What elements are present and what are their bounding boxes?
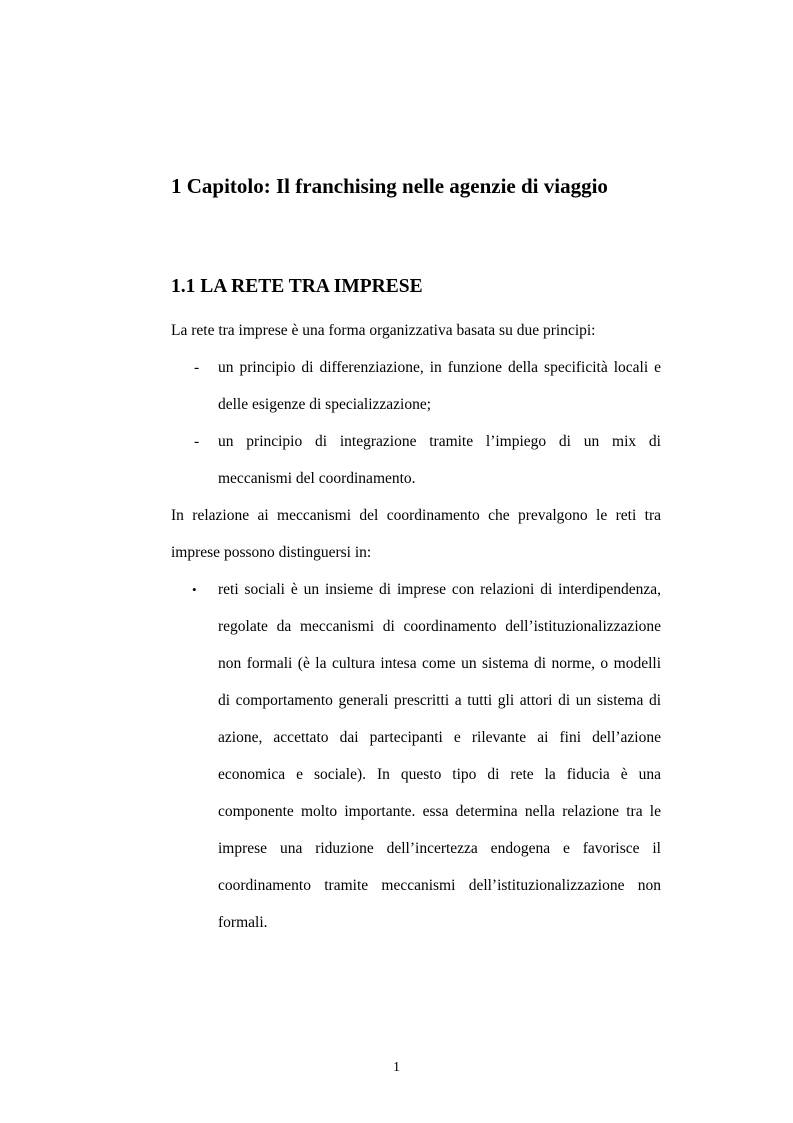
bullet-line: regolate da meccanismi di coordinamento dell’istituzionalizzazione bbox=[218, 618, 661, 635]
chapter-title: 1 Capitolo: Il franchising nelle agenzie di viaggio bbox=[171, 174, 608, 198]
principle-2-marker: - bbox=[194, 433, 200, 450]
principle-2-line-1: un principio di integrazione tramite l’impiego di un mix di bbox=[218, 433, 661, 450]
principle-2-line-2: meccanismi del coordinamento. bbox=[218, 470, 416, 487]
bullet-line: componente molto importante. essa determina nella relazione tra le bbox=[218, 803, 661, 820]
intro-paragraph: La rete tra imprese è una forma organizzativa basata su due principi: bbox=[171, 322, 596, 339]
bullet-marker: • bbox=[192, 582, 197, 597]
bullet-line: formali. bbox=[218, 914, 268, 931]
bullet-line: di comportamento generali prescritti a tutti gli attori di un sistema di bbox=[218, 692, 661, 709]
relation-paragraph-line-1: In relazione ai meccanismi del coordinamento che prevalgono le reti tra bbox=[171, 507, 661, 524]
principle-1-line-1: un principio di differenziazione, in funzione della specificità locali e bbox=[218, 359, 661, 376]
bullet-line: azione, accettato dai partecipanti e rilevante ai fini dell’azione bbox=[218, 729, 661, 746]
bullet-line: non formali (è la cultura intesa come un sistema di norme, o modelli bbox=[218, 655, 661, 672]
principle-1-marker: - bbox=[194, 359, 200, 376]
relation-paragraph-line-2: imprese possono distinguersi in: bbox=[171, 544, 372, 561]
bullet-line: reti sociali è un insieme di imprese con relazioni di interdipendenza, bbox=[218, 581, 661, 598]
bullet-line: coordinamento tramite meccanismi dell’istituzionalizzazione non bbox=[218, 877, 661, 894]
section-title: 1.1 LA RETE TRA IMPRESE bbox=[171, 276, 423, 297]
principle-1-line-2: delle esigenze di specializzazione; bbox=[218, 396, 432, 413]
page-number: 1 bbox=[393, 1060, 400, 1075]
bullet-line: economica e sociale). In questo tipo di rete la fiducia è una bbox=[218, 766, 661, 783]
bullet-line: imprese una riduzione dell’incertezza endogena e favorisce il bbox=[218, 840, 661, 857]
